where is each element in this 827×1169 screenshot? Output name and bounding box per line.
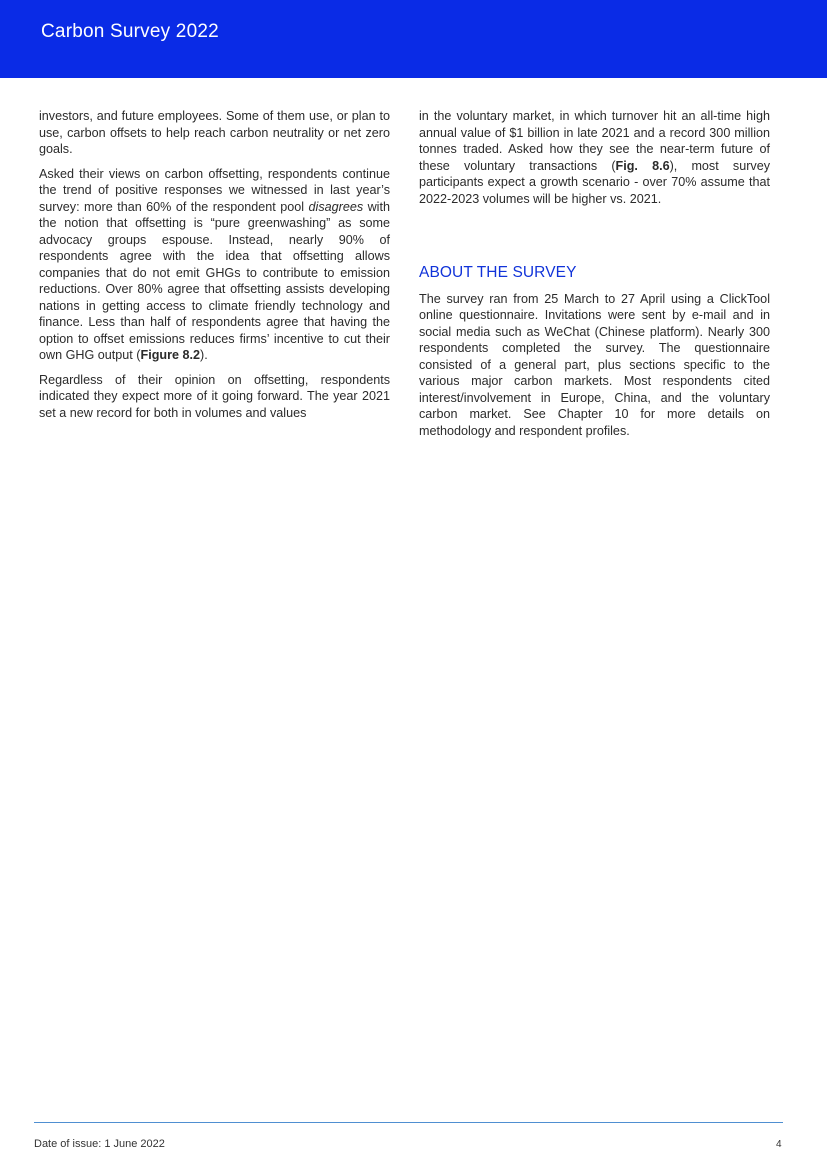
- text-segment: ), most survey participants expect a growth scenario - over 70% assume that 2022-2023 volumes will be higher vs. 2021.: [419, 158, 770, 206]
- right-column: [419, 108, 770, 447]
- emphasis-disagrees: disagrees: [308, 199, 364, 214]
- text-segment: Asked their views on carbon offsetting, respondents continue the trend of positive responses we witnessed in last year’s survey: more than 60% of the respondent pool: [39, 166, 390, 214]
- page-number: 4: [776, 1139, 782, 1150]
- section-heading-about-survey: ABOUT THE SURVEY: [419, 264, 577, 281]
- footer-date: Date of issue: 1 June 2022: [34, 1138, 165, 1150]
- figure-reference: Fig. 8.6: [615, 158, 670, 173]
- left-column: [39, 108, 390, 429]
- figure-reference: Figure 8.2: [140, 348, 200, 362]
- page-header: [0, 0, 827, 78]
- left-paragraph-2: [39, 166, 390, 364]
- right-paragraph-2: The survey ran from 25 March to 27 April using a ClickTool online questionnaire. Invitations were sent by e-mail and in social media such as WeChat (Chinese platform). Nearly 300 respondents completed the survey. The questionnaire consisted of a general part, plus sections specific to the various major carbon markets. Most respondents cited interest/involvement in Europe, China, and the voluntary carbon market. See Chapter 10 for more details on methodology and respondent profiles.: [419, 291, 770, 438]
- left-paragraph-3: Regardless of their opinion on offsetting, respondents indicated they expect more of it going forward. The year 2021 set a new record for both in volumes and values: [39, 372, 390, 420]
- text-segment: in the voluntary market, in which turnover hit an all-time high annual value of $1 billion in late 2021 and a record 300 million tonnes traded. Asked how they see the near-term future of these voluntary transactions (: [419, 109, 770, 173]
- left-paragraph-1: investors, and future employees. Some of them use, or plan to use, carbon offsets to help reach carbon neutrality or net zero goals.: [39, 109, 390, 156]
- text-segment: ).: [200, 348, 208, 362]
- right-paragraph-1: [419, 108, 770, 207]
- footer-divider: [34, 1122, 783, 1123]
- header-title: Carbon Survey 2022: [41, 21, 219, 42]
- text-segment: with the notion that offsetting is “pure greenwashing” as some advocacy groups espouse. Instead, nearly 90% of respondents agree with the idea that offsetting allows companies that do not emit GHGs to contribute to emission reductions. Over 80% agree that offsetting assists developing nations in getting access to climate friendly technology and finance. Less than half of respondents agree that having the option to offset emissions reduces firms’ incentive to cut their own GHG output (: [39, 199, 390, 362]
